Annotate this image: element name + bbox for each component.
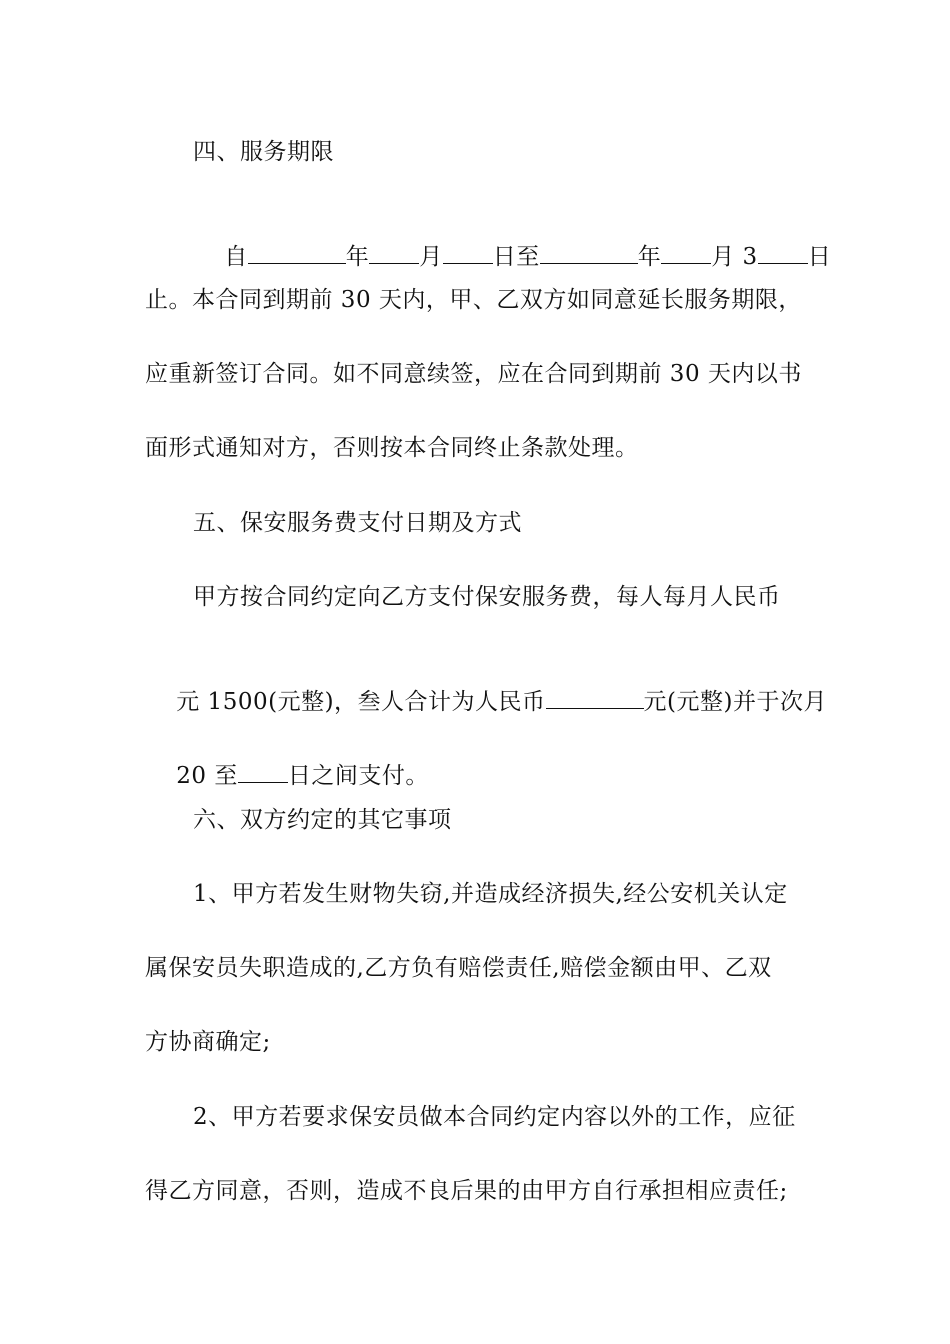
text-month-3: 月 3 bbox=[711, 244, 758, 270]
end-month-blank bbox=[661, 241, 711, 264]
start-year-blank bbox=[248, 241, 346, 264]
paragraph-line: 止。本合同到期前 30 天内，甲、乙双方如同意延长服务期限， bbox=[145, 287, 802, 313]
section-5-heading: 五、保安服务费支付日期及方式 bbox=[193, 510, 522, 536]
paragraph-line: 甲方按合同约定向乙方支付保安服务费，每人每月人民币 bbox=[193, 584, 781, 610]
total-amount-blank bbox=[546, 686, 644, 709]
text-day-to: 日至 bbox=[492, 244, 540, 270]
paragraph-line: 应重新签订合同。如不同意续签，应在合同到期前 30 天内以书 bbox=[145, 361, 802, 387]
start-day-blank bbox=[443, 241, 493, 264]
paragraph-line: 1、甲方若发生财物失窃,并造成经济损失,经公安机关认定 bbox=[193, 881, 788, 907]
payment-text-2: 日之间支付。 bbox=[287, 763, 429, 789]
payment-day-blank bbox=[238, 760, 288, 783]
text-year: 年 bbox=[345, 244, 370, 270]
fee-text-2: 元(元整)并于次月 bbox=[643, 689, 827, 715]
text-month: 月 bbox=[419, 244, 443, 270]
fee-text-1: 元 1500(元整)，叁人合计为人民币 bbox=[176, 689, 546, 715]
text-day: 日 bbox=[807, 244, 832, 270]
text-from: 自 bbox=[224, 244, 248, 270]
paragraph-line: 得乙方同意，否则，造成不良后果的由甲方自行承担相应责任; bbox=[145, 1178, 788, 1204]
text-year-2: 年 bbox=[637, 244, 662, 270]
paragraph-line: 面形式通知对方，否则按本合同终止条款处理。 bbox=[145, 435, 639, 461]
end-year-blank bbox=[540, 241, 638, 264]
end-day-blank bbox=[758, 241, 808, 264]
paragraph-line: 方协商确定; bbox=[145, 1029, 271, 1055]
paragraph-line: 2、甲方若要求保安员做本合同约定内容以外的工作，应征 bbox=[193, 1104, 796, 1130]
payment-text-1: 20 至 bbox=[176, 763, 238, 789]
section-4-heading: 四、服务期限 bbox=[193, 139, 334, 165]
paragraph-line: 属保安员失职造成的,乙方负有赔偿责任,赔偿金额由甲、乙双 bbox=[145, 955, 772, 981]
start-month-blank bbox=[369, 241, 419, 264]
section-6-heading: 六、双方约定的其它事项 bbox=[193, 807, 452, 833]
